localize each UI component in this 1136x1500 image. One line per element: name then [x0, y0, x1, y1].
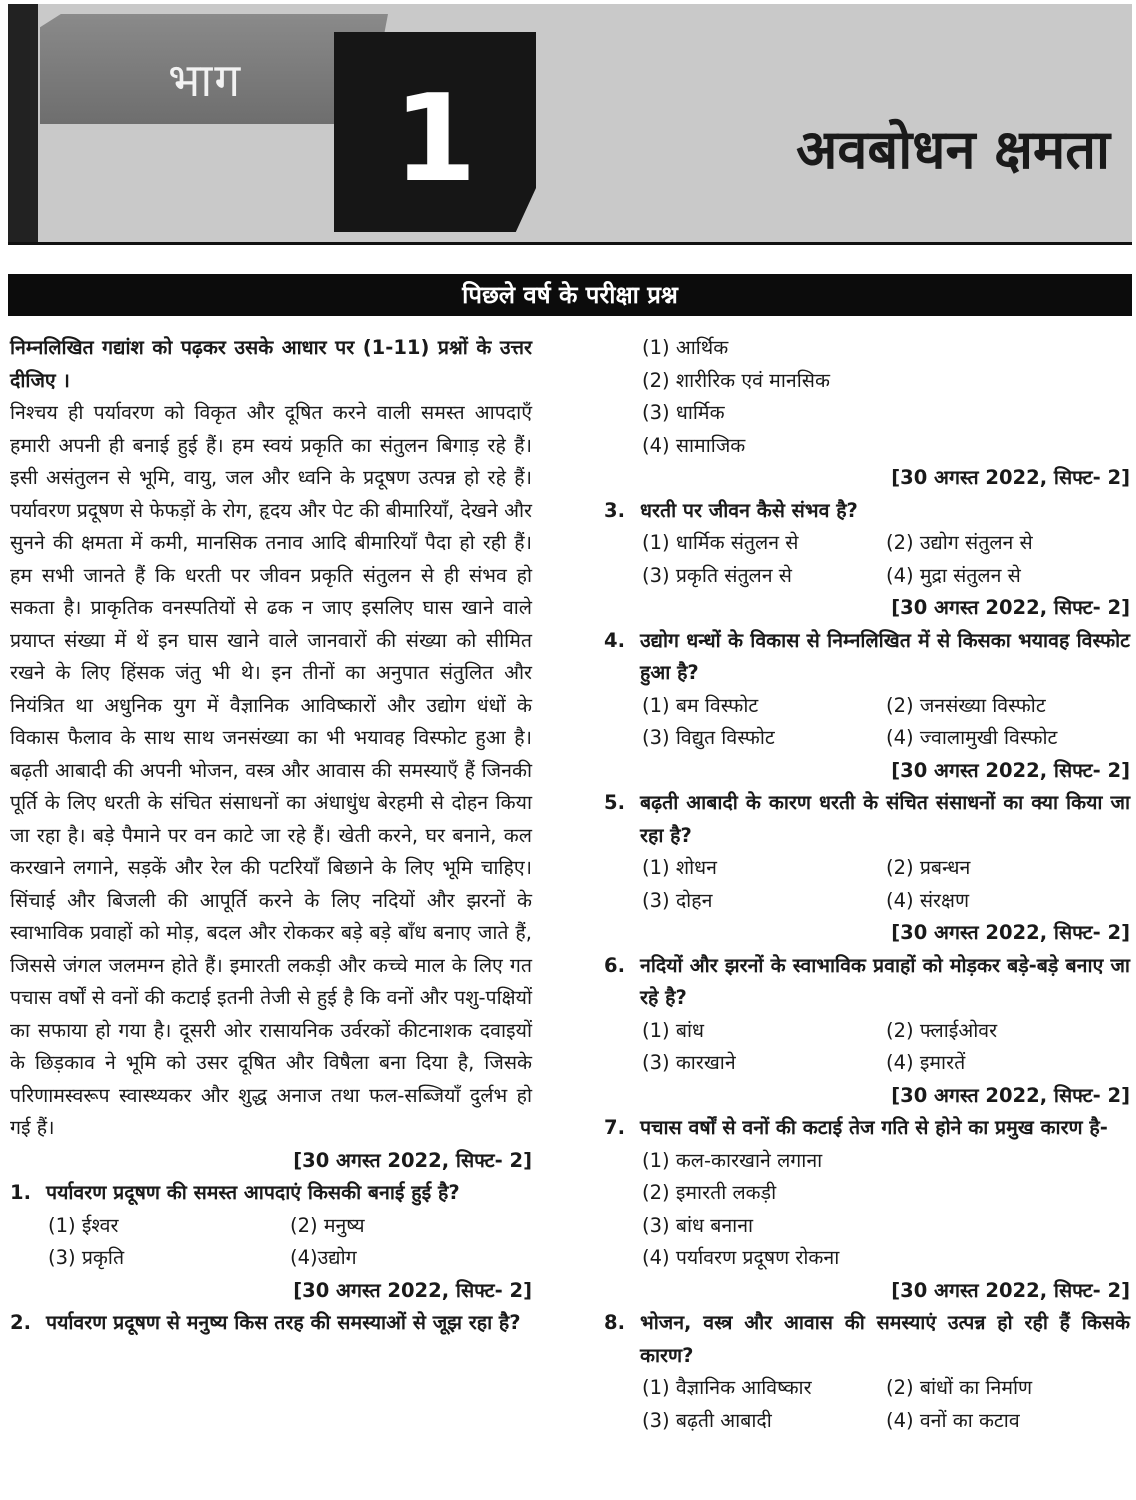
passage: निश्चय ही पर्यावरण को विकृत और दूषित करने वाली समस्त आपदाएँ हमारी अपनी ही बनाई हुई हैं। हम स्वयं प्रकृति का संतुलन बिगाड़ रहे हैं। इसी असंतुलन से भूमि, वायु, जल और ध्वनि के प्रदूषण उत्पन्न हो रहे हैं। पर्यावरण प्रदूषण से फेफड़ों के रोग, हृदय और पेट की बीमारियाँ, देखने और सुनने की क्षमता में कमी, मानसिक तनाव आदि बीमारियाँ पैदा हो रही हैं। हम सभी जानते हैं कि धरती पर जीवन प्रकृति संतुलन से ही संभव हो सकता है। प्राकृतिक वनस्पतियों से ढक न जाए इसलिए घास खाने वाले प्रयाप्त संख्या में थें इन घास खाने वाले जानवारों की संख्या को सीमित रखने के लिए हिंसक जंतु भी थे। इन तीनों का अनुपात संतुलित और नियंत्रित था अधुनिक युग में वैज्ञानिक आविष्कारों और उद्योग धंधों के विकास फैलाव के साथ साथ जनसंख्या का भी भयावह विस्फोट हुआ है। बढ़ती आबादी की अपनी भोजन, वस्त्र और आवास की समस्याएँ हैं जिनकी पूर्ति के लिए धरती के संचित संसाधनों का अंधाधुंध बेरहमी से दोहन किया जा रहा है। बड़े पैमाने पर वन काटे जा रहे हैं। खेती करने, घर बनाने, कल करखाने लगाने, सड़कें और रेल की पटरियाँ बिछाने के लिए भूमि चाहिए। सिंचाई और बिजली की आपूर्ति करने के लिए नदियों और झरनों के स्वाभाविक प्रवाहों को मोड़, बदल और रोककर बड़े बड़े बाँध बनाए जाते हैं, जिससे जंगल जलमग्न होते हैं। इमारती लकड़ी और कच्चे माल के लिए गत पचास वर्षों से वनों की कटाई इतनी तेजी से हुई है कि वनों और पशु-पक्षियों का सफाया हो गया है। दूसरी ओर रासायनिक उर्वरकों कीटनाशक दवाइयों के छिड़काव ने भूमि को उसर दूषित और विषैला बना दिया है, जिसके परिणामस्वरूप स्वास्थ्यकर और शुद्ध अनाज तथा फल-सब्जियाँ दुर्लभ हो गई हैं।	[10, 401, 532, 1139]
question-number: 2.	[10, 1311, 31, 1334]
option: (2) फ्लाईओवर	[886, 1018, 998, 1042]
question-number: 8.	[604, 1311, 625, 1334]
option: (4) सामाजिक	[642, 433, 746, 457]
option: (1) बांध	[642, 1018, 704, 1042]
option: (4) इमारतें	[886, 1051, 966, 1074]
question-7	[604, 1112, 1130, 1307]
option: (3) कारखाने	[642, 1051, 736, 1074]
question-3	[604, 495, 1130, 625]
question-6	[604, 950, 1130, 1113]
option: (2) उद्योग संतुलन से	[886, 531, 1033, 554]
instruction: निम्नलिखित गद्यांश को पढ़कर उसके आधार पर (1-11) प्रश्नों के उत्तर दीजिए ।	[10, 336, 532, 392]
option: (4)उद्योग	[290, 1246, 357, 1269]
option: (1) बम विस्फोट	[642, 693, 759, 717]
question-ref: [30 अगस्त 2022, सिफ्ट- 2]	[891, 921, 1130, 944]
question-ref: [30 अगस्त 2022, सिफ्ट- 2]	[891, 596, 1130, 619]
passage-ref: [30 अगस्त 2022, सिफ्ट- 2]	[293, 1148, 532, 1172]
option: (4) संरक्षण	[886, 888, 970, 912]
question-text: पर्यावरण प्रदूषण से मनुष्य किस तरह की समस्याओं से जूझ रहा है?	[46, 1311, 521, 1334]
question-ref: [30 अगस्त 2022, सिफ्ट- 2]	[891, 1278, 1130, 1302]
option: (1) शोधन	[642, 856, 717, 879]
option: (1) कल-कारखाने लगाना	[642, 1148, 823, 1172]
question-8	[604, 1307, 1130, 1437]
option: (3) प्रकृति संतुलन से	[642, 563, 792, 587]
option: (4) ज्वालामुखी विस्फोट	[886, 726, 1058, 749]
option: (3) बढ़ती आबादी	[642, 1408, 772, 1432]
question-text: पचास वर्षों से वनों की कटाई तेज गति से होने का प्रमुख कारण है-	[640, 1116, 1108, 1139]
question-text: भोजन, वस्त्र और आवास की समस्याएं उत्पन्न हो रही हैं किसके कारण?	[640, 1311, 1130, 1367]
question-1	[10, 1177, 532, 1307]
question-number: 3.	[604, 498, 625, 522]
part-label: भाग	[168, 53, 243, 107]
header-accent	[8, 4, 38, 242]
option: (3) दोहन	[642, 888, 713, 912]
option: (4) वनों का कटाव	[886, 1408, 1020, 1432]
question-2	[10, 1307, 532, 1340]
question-5	[604, 787, 1130, 950]
question-2-options	[604, 332, 1130, 462]
question-number: 1.	[10, 1181, 31, 1204]
option: (4) पर्यावरण प्रदूषण रोकना	[642, 1246, 840, 1269]
option: (3) विद्युत विस्फोट	[642, 726, 775, 749]
question-text: पर्यावरण प्रदूषण की समस्त आपदाएं किसकी बनाई हुई है?	[46, 1181, 460, 1204]
question-number: 6.	[604, 953, 625, 977]
option: (2) इमारती लकड़ी	[642, 1181, 777, 1204]
option: (4) मुद्रा संतुलन से	[886, 563, 1021, 587]
option: (1) ईश्वर	[48, 1213, 119, 1237]
question-text: उद्योग धन्धों के विकास से निम्नलिखित में से किसका भयावह विस्फोट हुआ है?	[640, 628, 1130, 684]
option: (2) प्रबन्धन	[886, 856, 971, 879]
question-text: धरती पर जीवन कैसे संभव है?	[640, 498, 858, 522]
option: (2) जनसंख्या विस्फोट	[886, 693, 1046, 717]
question-ref: [30 अगस्त 2022, सिफ्ट- 2]	[891, 1083, 1130, 1107]
question-ref: [30 अगस्त 2022, सिफ्ट- 2]	[891, 466, 1130, 489]
question-4	[604, 625, 1130, 788]
question-number: 5.	[604, 791, 625, 814]
question-text: बढ़ती आबादी के कारण धरती के संचित संसाधनों का क्या किया जा रहा है?	[640, 791, 1130, 847]
chapter-title: अवबोधन क्षमता	[796, 118, 1110, 181]
question-number: 4.	[604, 628, 625, 652]
question-ref: [30 अगस्त 2022, सिफ्ट- 2]	[891, 758, 1130, 782]
question-text: नदियों और झरनों के स्वाभाविक प्रवाहों को मोड़कर बड़े-बड़े बनाए जा रहे है?	[640, 953, 1130, 1009]
option: (2) बांधों का निर्माण	[886, 1376, 1033, 1399]
option: (1) वैज्ञानिक आविष्कार	[642, 1376, 812, 1399]
option: (1) आर्थिक	[642, 336, 729, 359]
option: (1) धार्मिक संतुलन से	[642, 531, 799, 554]
section-banner: पिछले वर्ष के परीक्षा प्रश्न	[8, 274, 1132, 316]
part-number: 1	[393, 70, 477, 209]
option: (2) मनुष्य	[290, 1213, 365, 1237]
option: (3) प्रकृति	[48, 1246, 125, 1269]
option: (3) धार्मिक	[642, 401, 725, 424]
question-ref: [30 अगस्त 2022, सिफ्ट- 2]	[293, 1278, 532, 1302]
header-rule	[8, 242, 1132, 245]
option: (3) बांध बनाना	[642, 1213, 754, 1237]
option: (2) शारीरिक एवं मानसिक	[642, 368, 830, 392]
right-column	[604, 332, 1130, 1437]
question-number: 7.	[604, 1116, 625, 1139]
left-column	[10, 332, 532, 1340]
